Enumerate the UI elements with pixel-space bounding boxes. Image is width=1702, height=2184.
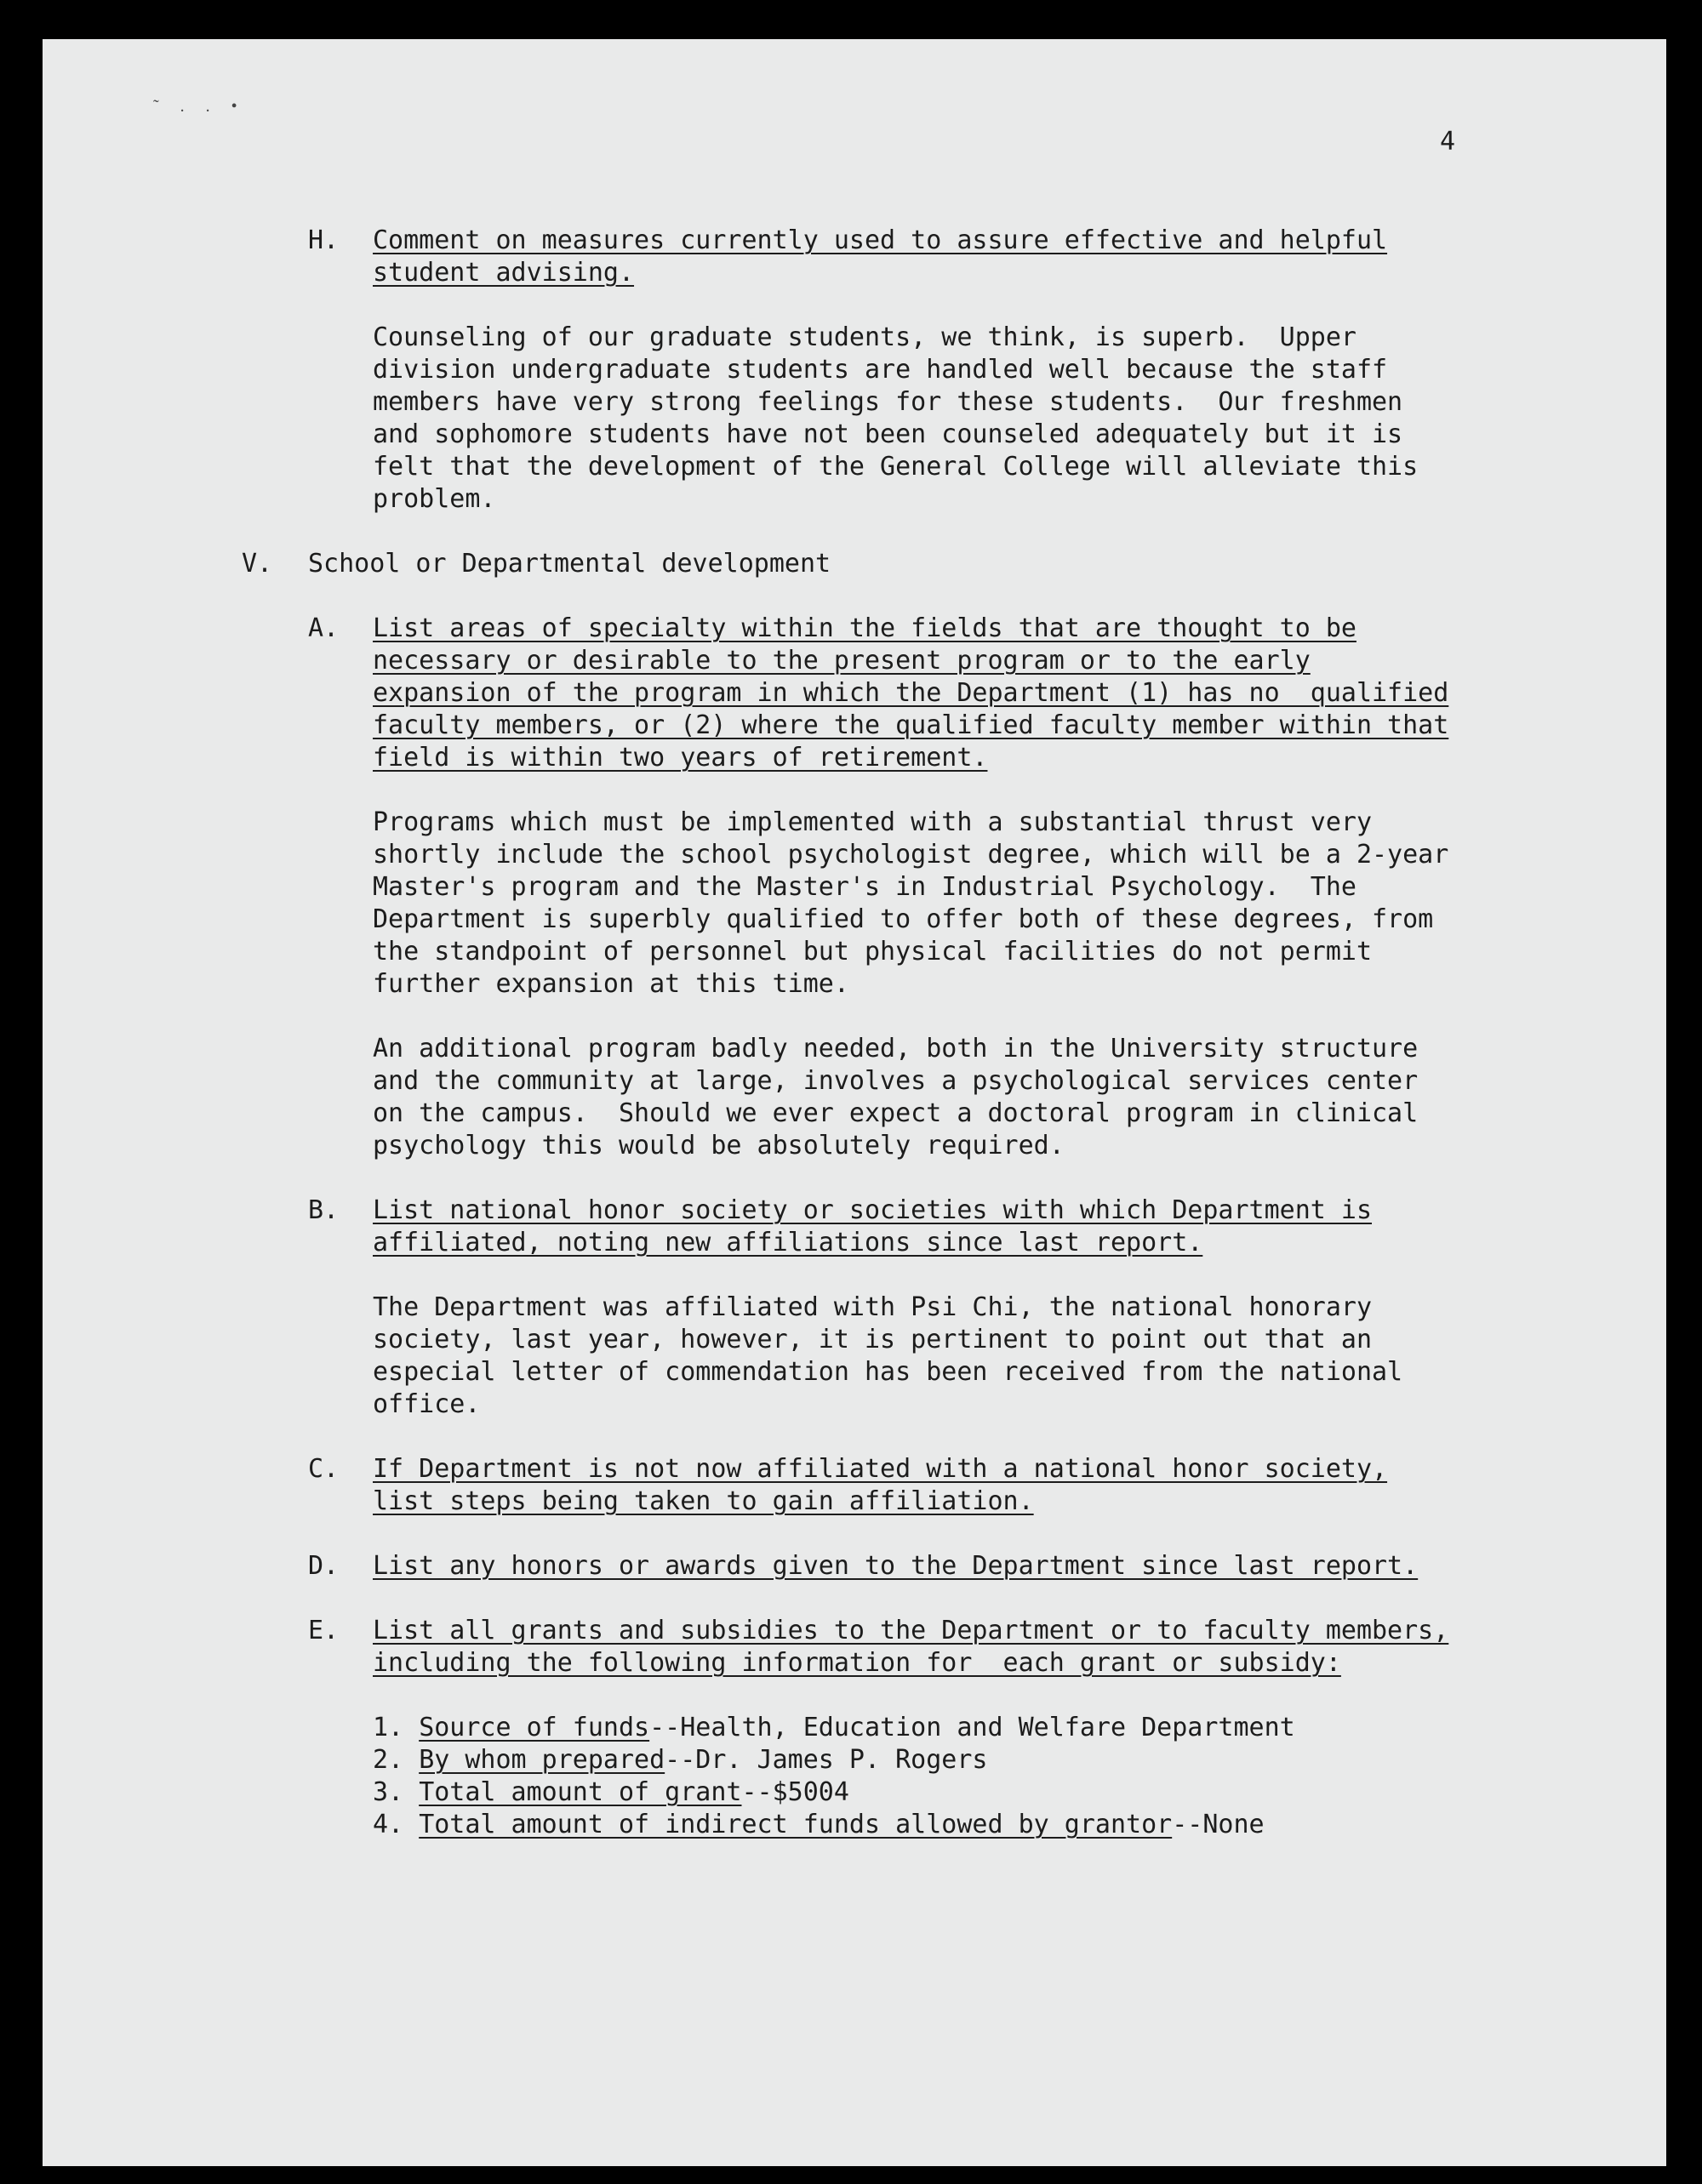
document-body xyxy=(43,39,1666,2166)
section-a-para2-line: psychology this would be absolutely required. xyxy=(373,1131,1065,1160)
section-b-heading-line: List national honor society or societies with which Department is xyxy=(373,1195,1372,1225)
section-v-label: V. xyxy=(242,549,273,579)
grant-item-number: 1. xyxy=(373,1713,404,1742)
grant-item xyxy=(373,1776,849,1809)
section-a-heading-line: expansion of the program in which the Department (1) has no qualified xyxy=(373,678,1449,708)
section-d-label: D. xyxy=(308,1551,340,1581)
grant-item-number: 4. xyxy=(373,1810,404,1839)
grant-item-number: 3. xyxy=(373,1777,404,1807)
section-a-para1-line: Master's program and the Master's in Industrial Psychology. The xyxy=(373,872,1356,902)
grant-item-label: By whom prepared xyxy=(419,1745,665,1775)
section-c-label: C. xyxy=(308,1454,340,1484)
section-b-body-line: society, last year, however, it is pertinent to point out that an xyxy=(373,1325,1372,1354)
page-number: 4 xyxy=(1440,127,1456,157)
grant-item-value: --Health, Education and Welfare Department xyxy=(649,1713,1295,1742)
section-a-para1-line: Programs which must be implemented with a substantial thrust very xyxy=(373,807,1372,837)
section-b-label: B. xyxy=(308,1195,340,1225)
section-c-heading-line: If Department is not now affiliated with a national honor society, xyxy=(373,1454,1388,1484)
section-a-heading-line: necessary or desirable to the present program or to the early xyxy=(373,646,1311,676)
section-v-title: School or Departmental development xyxy=(308,549,831,579)
section-a-para2-line: on the campus. Should we ever expect a doctoral program in clinical xyxy=(373,1098,1419,1128)
section-h-heading-line: Comment on measures currently used to assure effective and helpful xyxy=(373,225,1388,255)
section-a-para2-line: and the community at large, involves a psychological services center xyxy=(373,1066,1419,1096)
section-h-body-line: Counseling of our graduate students, we think, is superb. Upper xyxy=(373,322,1356,352)
section-h-label: H. xyxy=(308,225,340,255)
section-a-para1-line: Department is superbly qualified to offer both of these degrees, from xyxy=(373,904,1434,934)
section-a-heading-line: faculty members, or (2) where the qualified faculty member within that xyxy=(373,710,1449,740)
section-h-body-line: problem. xyxy=(373,484,496,514)
section-c-heading-line: list steps being taken to gain affiliation. xyxy=(373,1486,1034,1516)
section-a-para1-line: shortly include the school psychologist degree, which will be a 2-year xyxy=(373,840,1449,870)
grant-item-label: Total amount of indirect funds allowed by grantor xyxy=(419,1810,1173,1839)
section-b-body-line: office. xyxy=(373,1389,481,1419)
grant-item-label: Source of funds xyxy=(419,1713,650,1742)
section-h-body-line: division undergraduate students are handled well because the staff xyxy=(373,355,1388,385)
section-a-para2-line: An additional program badly needed, both in the University structure xyxy=(373,1034,1419,1063)
section-a-para1-line: the standpoint of personnel but physical facilities do not permit xyxy=(373,937,1372,967)
scan-specks: ˜ . . • xyxy=(153,97,246,116)
grant-item-label: Total amount of grant xyxy=(419,1777,742,1807)
section-b-body-line: especial letter of commendation has been received from the national xyxy=(373,1357,1403,1387)
section-h-body-line: felt that the development of the General College will alleviate this xyxy=(373,452,1419,482)
grant-item xyxy=(373,1744,987,1776)
section-e-heading-line: List all grants and subsidies to the Department or to faculty members, xyxy=(373,1616,1449,1645)
section-a-label: A. xyxy=(308,613,340,643)
grant-item xyxy=(373,1809,1265,1841)
section-d-heading: List any honors or awards given to the Department since last report. xyxy=(373,1551,1419,1581)
grant-item-number: 2. xyxy=(373,1745,404,1775)
section-a-heading-line: List areas of specialty within the fields that are thought to be xyxy=(373,613,1356,643)
grant-item xyxy=(373,1712,1295,1744)
section-a-para1-line: further expansion at this time. xyxy=(373,969,849,999)
section-e-heading-line: including the following information for each grant or subsidy: xyxy=(373,1648,1341,1678)
section-h-body-line: and sophomore students have not been counseled adequately but it is xyxy=(373,419,1403,449)
section-b-heading-line: affiliated, noting new affiliations since last report. xyxy=(373,1228,1203,1257)
section-b-body-line: The Department was affiliated with Psi Chi, the national honorary xyxy=(373,1292,1372,1322)
document-page xyxy=(43,39,1666,2166)
section-e-label: E. xyxy=(308,1616,340,1645)
grant-item-value: --None xyxy=(1172,1810,1265,1839)
grant-item-value: --Dr. James P. Rogers xyxy=(665,1745,988,1775)
grant-item-value: --$5004 xyxy=(741,1777,849,1807)
section-h-body-line: members have very strong feelings for these students. Our freshmen xyxy=(373,387,1403,417)
section-a-heading-line: field is within two years of retirement. xyxy=(373,743,988,773)
section-h-heading-line: student advising. xyxy=(373,258,635,288)
